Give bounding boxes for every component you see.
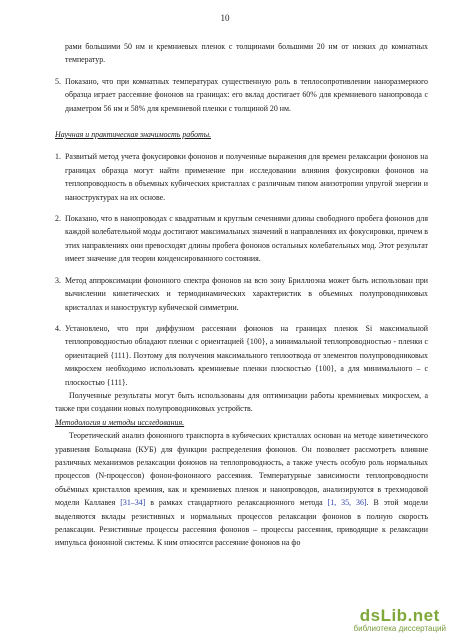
- citation-link[interactable]: [31–34]: [120, 498, 146, 508]
- page-number: 10: [220, 13, 230, 23]
- methodology-text-2: в рамках стандартного релаксационного метода: [145, 498, 328, 508]
- item-number: 2.: [55, 214, 61, 224]
- significance-item-4: [55, 322, 428, 389]
- item-text: Показано, что при комнатных температурах существенную роль в теплосопротивлении наноразмерного образца играет рассеяние фононов на границах: его вклад достигает 60% для кремниевого нанопровода с диаметром 56 нм и 58% для кремниевой пленки с толщиной 20 нм.: [65, 76, 428, 113]
- page-content: [55, 40, 428, 550]
- item-text: Установлено, что при диффузном рассеянии фононов на границах пленок Si максимальной теплопроводностью обладают пленки с ориентацией {100}, а минимальной теплопроводностью - пленки с ориентацией {111}. Поэтому для получения максимального теплоотвода от элементов полупроводниковых микросхем необходимо использовать кремниевые пленки плоскостью {100}, а для минимального – с плоскостью {111}.: [65, 323, 428, 387]
- methodology-text-3: . В этой модели выделяются вклады резистивных и нормальных процессов релаксации фононов в полную скорость релаксации. Резистивные процессы рассеяния фононов – процессы рассеяния, приводящие к релаксации импульса фононной системы. К ним относятся рассеяние фононов на фо: [55, 498, 428, 548]
- significance-item-3: [55, 274, 428, 314]
- significance-item-1: [55, 150, 428, 204]
- item-text: Развитый метод учета фокусировки фононов и полученные выражения для времен релаксации фононов на границах образца могут найти применение при исследовании влияния фокусировки фононов на теплопроводность в объемных кубических кристаллах с различным типом анизотропии упругой энергии и наноструктурах на их основе.: [65, 152, 428, 202]
- methodology-paragraph: [55, 429, 428, 550]
- item-text: Метод аппроксимации фононного спектра фононов на всю зону Бриллюэна может быть использован при вычислении кинетических и термодинамических характеристик в объемных полупроводниковых кристаллах и наноструктур кубической симметрии.: [65, 275, 428, 312]
- item-number: 4.: [55, 323, 61, 333]
- watermark-subtitle: библиотека диссертаций: [353, 624, 446, 633]
- methodology-text-1: Теоретический анализ фононного транспорта в кубических кристаллах основан на методе кинетического уравнения Больцмана (КУБ) для функции распределения фононов. Он позволяет рассмотреть влияние различных механизмов релаксации фононов на теплопроводность, а также учесть особую роль нормальных процессов (N-процессов) фонон-фононного рассеяния. Температурные зависимости теплопроводности объёмных кристаллов кремния, как и кремниевых пленок и нанопроводов, анализируются в трехмодовой модели Каллавея: [55, 431, 428, 508]
- intro-continuation: рами большими 50 нм и кремниевых пленок с толщинами большими 20 нм от низких до комнатных температур.: [65, 42, 428, 65]
- results-paragraph: Полученные результаты могут быть использованы для оптимизации работы кремниевых микросхем, а также при создании новых полупроводниковых устройств.: [55, 390, 428, 414]
- section-title-significance: Научная и практическая значимость работы.: [55, 130, 212, 140]
- watermark-logo: dsLib.net: [359, 606, 440, 625]
- item-number: 3.: [55, 275, 61, 285]
- item-number: 1.: [55, 152, 61, 162]
- watermark: [354, 606, 446, 633]
- item-text: Показано, что в нанопроводах с квадратным и круглым сечениями длины свободного пробега фононов для каждой колебательной моды достигают максимальных значений в направлениях их фокусировки, причем в этих направлениях они превосходят длины пробега фононов остальных колебательных мод. Этот результат имеет значение для теории конденсированного состояния.: [65, 214, 428, 264]
- item-number: 5.: [55, 76, 61, 86]
- result-item-5: [55, 75, 428, 115]
- section-title-methodology: Методология и методы исследования.: [55, 417, 185, 427]
- significance-item-2: [55, 212, 428, 266]
- citation-link[interactable]: [1, 35, 36]: [327, 498, 367, 508]
